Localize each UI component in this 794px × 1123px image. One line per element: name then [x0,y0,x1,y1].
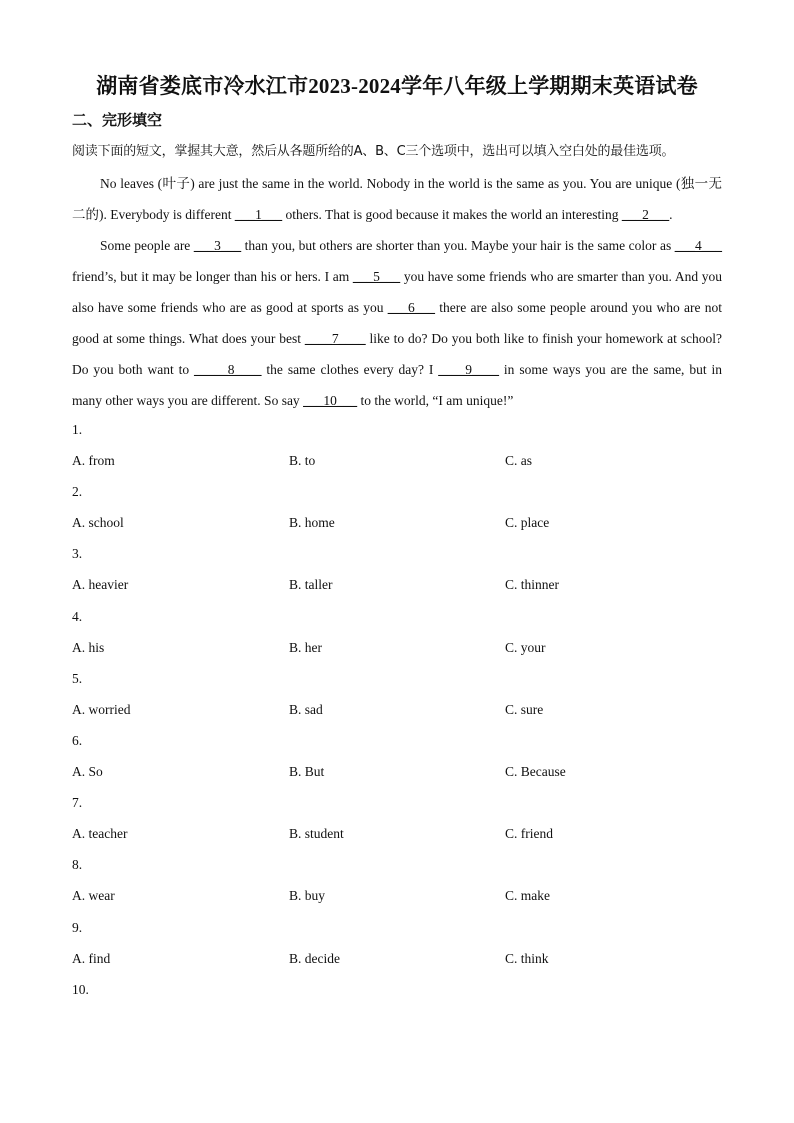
question-item [72,605,722,667]
question-item [72,978,722,1040]
instructions: 阅读下面的短文，掌握其大意，然后从各题所给的A、B、C三个选项中，选出可以填入空白处的最佳选项。 [72,144,675,159]
option-a: A. from [72,453,115,468]
blank-7: ____7____ [304,331,366,346]
option-c: C. friend [505,826,553,842]
blank-4: ___4___ [674,238,723,253]
question-number: 4. [72,608,83,624]
option-a: A. wear [72,888,115,904]
question-number: 1. [72,422,83,437]
option-b: B. sad [289,701,323,717]
question-list [72,418,722,1040]
option-b: B. to [289,453,316,468]
option-b: B. student [289,826,344,842]
question-number: 2. [72,484,83,500]
option-c: C. think [505,950,549,966]
option-c: C. make [505,888,550,904]
blank-6: ___6___ [387,300,436,315]
option-b: B. her [289,639,322,655]
option-a: A. heavier [72,577,129,593]
passage-paragraph-1: No leaves (叶子) are just the same in the world. Nobody in the world is the same as you. You are unique (独一无二的). Everybody is different ___1___ others. That is good because it makes the world an interesting ___2___. [72,176,722,222]
option-a: A. his [72,639,105,655]
question-number: 8. [72,857,83,873]
question-number: 3. [72,546,83,562]
question-item [72,853,722,915]
question-item [72,542,722,604]
option-c: C. sure [505,701,544,717]
question-item [72,791,722,853]
option-b: B. home [289,515,335,531]
question-item [72,418,722,480]
question-number: 6. [72,732,83,748]
option-c: C. as [505,453,532,468]
option-b: B. buy [289,888,326,904]
option-a: A. school [72,515,124,531]
question-item [72,667,722,729]
question-item [72,480,722,542]
option-b: B. decide [289,950,340,966]
option-a: A. worried [72,701,131,717]
blank-8: _____8____ [194,362,262,377]
question-number: 9. [72,919,83,935]
option-a: A. find [72,950,111,966]
question-number: 5. [72,670,83,686]
question-number: 7. [72,795,83,811]
option-c: C. thinner [505,577,559,593]
option-a: A. So [72,763,103,779]
option-b: B. taller [289,577,333,593]
blank-10: ___10___ [303,393,358,408]
option-b: B. But [289,763,325,779]
blank-9: ____9____ [438,362,500,377]
page-title: 湖南省娄底市冷水江市2023-2024学年八年级上学期期末英语试卷 [96,74,698,98]
question-item [72,916,722,978]
option-a: A. teacher [72,826,128,842]
blank-5: ___5___ [352,269,401,284]
question-number: 10. [72,981,89,997]
blank-3: ___3___ [193,238,242,253]
section-heading: 二、完形填空 [72,111,163,129]
option-c: C. place [505,515,550,531]
passage [72,168,722,416]
passage-paragraph-2: Some people are ___3___ than you, but others are shorter than you. Maybe your hair is the same color as ___4___ friend’s, but it may be longer than his or hers. I am ___5___ you have some friends who are smarter than you. And you also have some friends who are as good at sports as you ___6___ there are also some people around you who are not good at some things. What does your best ____7____ like to do? Do you both like to finish your homework at school? Do you both want to _____8____ the same clothes every day? I ____9____ in some ways you are the same, but in many other ways you are different. So say ___10___ to the world, “I am unique!” [72,238,723,408]
blank-1: ___1___ [234,207,283,222]
blank-2: ___2___ [621,207,670,222]
option-c: C. Because [505,763,566,779]
option-c: C. your [505,639,546,655]
question-item [72,729,722,791]
